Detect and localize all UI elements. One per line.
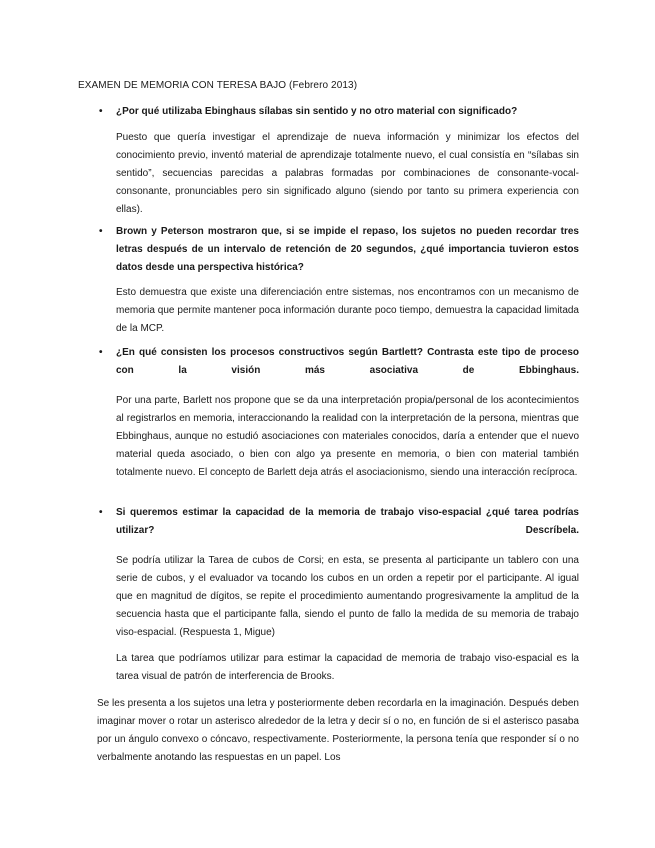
- question-2: [99, 223, 579, 277]
- bullet-icon: •: [99, 347, 103, 358]
- answer-3: Por una parte, Barlett nos propone que se da una interpretación propia/personal de los acontecimientos al registrarlos en memoria, interaccionando la realidad con la interpretación de la persona, mientras que Ebbinghaus, aunque no estudió asociaciones con materiales conocidos, daría a entender que el nuevo material queda asociado, o bien con algo ya presente en memoria, o bien con material también totalmente nuevo. El concepto de Barlett deja atrás el asociacionismo, siendo una interacción recíproca.: [116, 395, 579, 478]
- question-3: [99, 344, 579, 380]
- answer-1: Puesto que quería investigar el aprendizaje de nueva información y minimizar los efectos del conocimiento previo, inventó material de aprendizaje totalmente nuevo, el cual consistía en “sílabas sin sentido”, secuencias parecidas a palabras formadas por combinaciones de consonante-vocal-consonante, pronunciables pero sin significado alguno (siendo por tanto su primera experiencia con ellas).: [116, 132, 579, 215]
- question-2-text: Brown y Peterson mostraron que, si se impide el repaso, los sujetos no pueden recordar tres letras después de un intervalo de retención de 20 segundos, ¿qué importancia tuvieron estos datos desde una perspectiva histórica?: [116, 226, 579, 273]
- body-paragraph: Se les presenta a los sujetos una letra y posteriormente deben recordarla en la imaginación. Después deben imaginar mover o rotar un asterisco alrededor de la letra y decir sí o no, en función de si el asterisco pasaba por un ángulo convexo o cóncavo, respectivamente. Posteriormente, la persona tenía que responder sí o no verbalmente anotando las respuestas en un papel. Los: [97, 698, 579, 763]
- answer-4b: La tarea que podríamos utilizar para estimar la capacidad de memoria de trabajo viso-espacial es la tarea visual de patrón de interferencia de Brooks.: [116, 653, 579, 682]
- bullet-icon: •: [99, 507, 103, 518]
- answer-2: Esto demuestra que existe una diferenciación entre sistemas, nos encontramos con un mecanismo de memoria que permite mantener poca información durante poco tiempo, demuestra la capacidad limitada de la MCP.: [116, 287, 579, 334]
- bullet-icon: •: [99, 226, 103, 237]
- question-1: [99, 103, 579, 121]
- document-title: EXAMEN DE MEMORIA CON TERESA BAJO (Febrero 2013): [78, 80, 358, 91]
- bullet-icon: •: [99, 106, 103, 117]
- question-4: [99, 504, 579, 540]
- question-3-text: ¿En qué consisten los procesos constructivos según Bartlett? Contrasta este tipo de proceso con la visión más asociativa de Ebbinghaus.: [116, 347, 579, 376]
- question-1-text: ¿Por qué utilizaba Ebinghaus sílabas sin sentido y no otro material con significado?: [116, 106, 518, 117]
- question-4-text: Si queremos estimar la capacidad de la memoria de trabajo viso-espacial ¿qué tarea podrías utilizar? Descríbela.: [116, 507, 579, 536]
- answer-4a: Se podría utilizar la Tarea de cubos de Corsi; en esta, se presenta al participante un tablero con una serie de cubos, y el evaluador va tocando los cubos en un orden a repetir por el participante. Al igual que en magnitud de dígitos, se repite el procedimiento aumentando progresivamente la amplitud de la secuencia hasta que el participante falla, siendo el punto de fallo la medida de su memoria de trabajo viso-espacial. (Respuesta 1, Migue): [116, 555, 579, 638]
